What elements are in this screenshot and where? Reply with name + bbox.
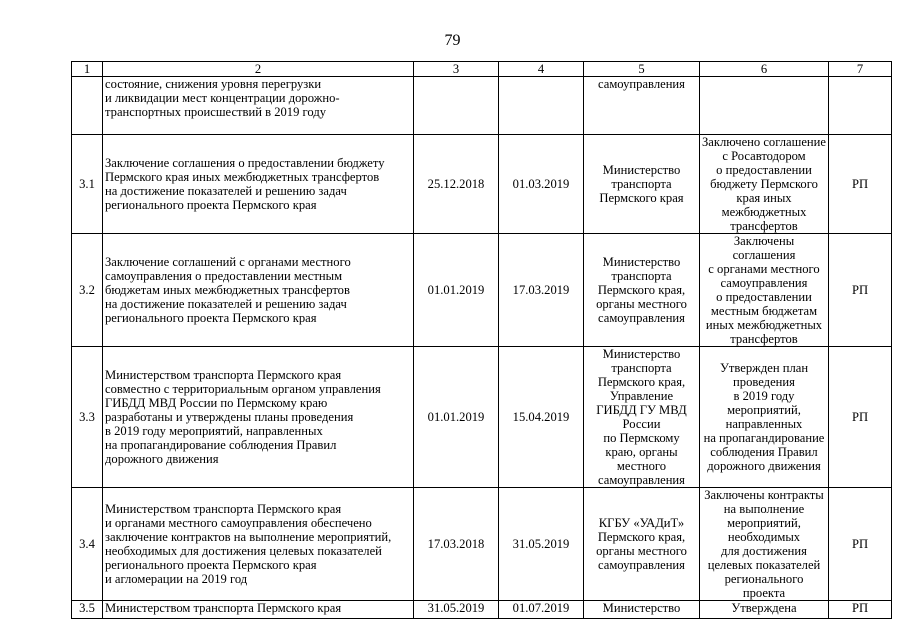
row-level: РП: [829, 347, 892, 488]
column-header: 4: [499, 62, 584, 77]
table-row: [72, 135, 892, 234]
table-row: [72, 488, 892, 601]
row-start-date: 01.01.2019: [414, 347, 499, 488]
column-header: 5: [584, 62, 700, 77]
row-description: Заключение соглашения о предоставлении бюджету Пермского края иных межбюджетных трансфертов на достижение показателей и решению задач регионального проекта Пермского края: [103, 135, 414, 234]
table-row: [72, 347, 892, 488]
row-responsible: Министерство транспорта Пермского края: [584, 135, 700, 234]
row-responsible: Министерство транспорта Пермского края, органы местного самоуправления: [584, 234, 700, 347]
row-number: 3.1: [72, 135, 103, 234]
row-description: Министерством транспорта Пермского края совместно с территориальным органом управления ГИБДД МВД России по Пермскому краю разработаны и утверждены планы проведения в 2019 году мероприятий, направленных на пропагандирование соблюдения Правил дорожного движения: [103, 347, 414, 488]
row-result: [700, 77, 829, 135]
row-description: состояние, снижения уровня перегрузки и ликвидации мест концентрации дорожно- транспортных происшествий в 2019 году: [103, 77, 414, 135]
row-responsible: Министерство транспорта Пермского края, Управление ГИБДД ГУ МВД России по Пермскому краю, органы местного самоуправления: [584, 347, 700, 488]
table-row: [72, 77, 892, 135]
row-number: 3.3: [72, 347, 103, 488]
row-level: РП: [829, 234, 892, 347]
column-header: 6: [700, 62, 829, 77]
row-result: Заключены соглашения с органами местного самоуправления о предоставлении местным бюджетам иных межбюджетных трансфертов: [700, 234, 829, 347]
row-description: Заключение соглашений с органами местного самоуправления о предоставлении местным бюджетам иных межбюджетных трансфертов на достижение показателей и решению задач регионального проекта Пермского края: [103, 234, 414, 347]
row-start-date: [414, 77, 499, 135]
row-level: РП: [829, 135, 892, 234]
row-number: 3.2: [72, 234, 103, 347]
row-responsible: самоуправления: [584, 77, 700, 135]
plan-table: [71, 61, 892, 619]
row-start-date: 31.05.2019: [414, 601, 499, 619]
row-end-date: 15.04.2019: [499, 347, 584, 488]
row-level: РП: [829, 488, 892, 601]
row-responsible: Министерство: [584, 601, 700, 619]
column-header: 3: [414, 62, 499, 77]
page-number: 79: [444, 32, 461, 49]
table-row: [72, 234, 892, 347]
row-description: Министерством транспорта Пермского края и органами местного самоуправления обеспечено заключение контрактов на выполнение мероприятий, необходимых для достижения целевых показателей регионального проекта Пермского края и агломерации на 2019 год: [103, 488, 414, 601]
row-result: Заключены контракты на выполнение мероприятий, необходимых для достижения целевых показателей регионального проекта: [700, 488, 829, 601]
row-responsible: КГБУ «УАДиТ» Пермского края, органы местного самоуправления: [584, 488, 700, 601]
row-end-date: 01.03.2019: [499, 135, 584, 234]
row-end-date: 31.05.2019: [499, 488, 584, 601]
table-header-row: [72, 62, 892, 77]
row-level: РП: [829, 601, 892, 619]
column-header: 7: [829, 62, 892, 77]
table-row: [72, 601, 892, 619]
row-level: [829, 77, 892, 135]
row-number: [72, 77, 103, 135]
row-result: Заключено соглашение с Росавтодором о предоставлении бюджету Пермского края иных межбюджетных трансфертов: [700, 135, 829, 234]
column-header: 2: [103, 62, 414, 77]
column-header: 1: [72, 62, 103, 77]
row-number: 3.5: [72, 601, 103, 619]
row-description: Министерством транспорта Пермского края: [103, 601, 414, 619]
row-end-date: [499, 77, 584, 135]
row-number: 3.4: [72, 488, 103, 601]
row-start-date: 17.03.2018: [414, 488, 499, 601]
row-end-date: 17.03.2019: [499, 234, 584, 347]
row-start-date: 25.12.2018: [414, 135, 499, 234]
row-end-date: 01.07.2019: [499, 601, 584, 619]
row-start-date: 01.01.2019: [414, 234, 499, 347]
row-result: Утверждена: [700, 601, 829, 619]
row-result: Утвержден план проведения в 2019 году мероприятий, направленных на пропагандирование соблюдения Правил дорожного движения: [700, 347, 829, 488]
